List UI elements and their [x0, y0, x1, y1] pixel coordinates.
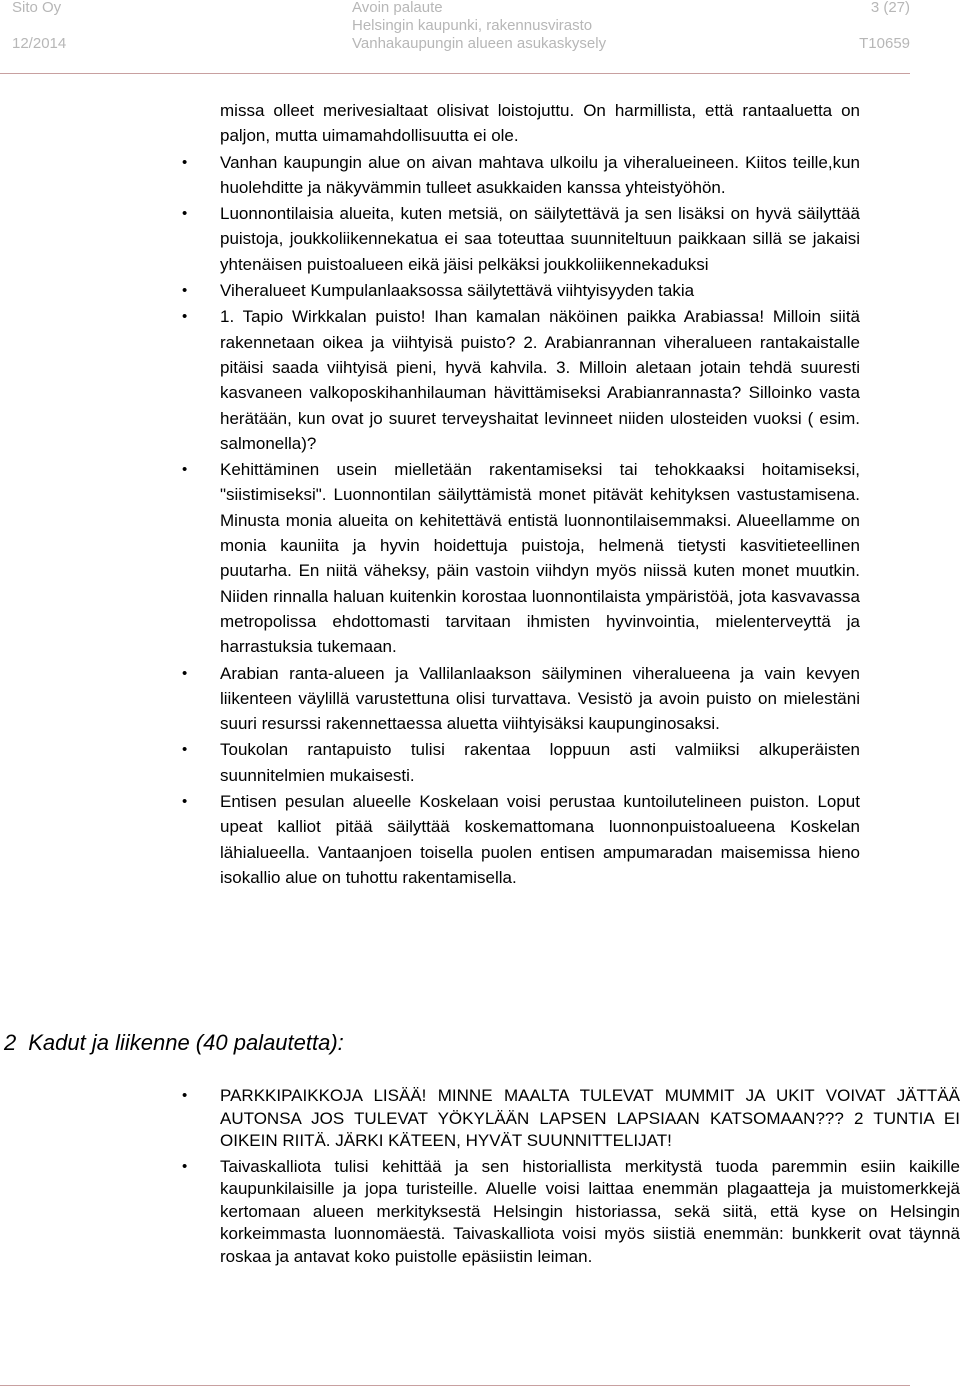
bullet-icon: •: [182, 153, 188, 171]
list-item: [182, 1085, 960, 1153]
list-item-text: missa olleet merivesialtaat olisivat loistojuttu. On harmillista, että rantaaluetta on paljon, mutta uimamahdollisuutta ei ole.: [220, 101, 860, 146]
bullet-icon: •: [182, 664, 188, 682]
list-item-text: Luonnontilaisia alueita, kuten metsiä, on säilytettävä ja sen lisäksi on hyvä säilyttää puistoja, joukkoliikennekatua ei saa toteuttaa suunniteltuun paikkaan sillä se jakaisi yhtenäisen puistoalueen eikä jäisi pelkäksi joukkoliikennekaduksi: [220, 204, 860, 274]
feedback-list-streets-traffic: [182, 1085, 960, 1268]
list-item-text: PARKKIPAIKKOJA LISÄÄ! MINNE MAALTA TULEVAT MUMMIT JA UKIT VOIVAT JÄTTÄÄ AUTONSA JOS TULEVAT YÖKYLÄÄN LAPSEN LAPSIAAN KATSOMAAN??? 2 TUNTIA EI OIKEIN RIITÄ. JÄRKI KÄTEEN, HYVÄT SUUNNITTELIJAT!: [220, 1086, 960, 1150]
list-item-text: Entisen pesulan alueelle Koskelaan voisi perustaa kuntoilutelineen puiston. Loput upeat kalliot pitää säilyttää koskemattomana luonnonpuistoalueena Koskelan lähialueella. Vantaanjoen toisella puolen entisen ampumaradan maisemissa hieno isokallio alue on tuhottu rakentamisella.: [220, 792, 860, 887]
list-item: [182, 278, 860, 303]
header-project-code: T10659: [859, 35, 910, 52]
list-item-continuation: [220, 98, 860, 149]
section-number: 2: [4, 1030, 17, 1055]
list-item: [182, 150, 860, 201]
list-item: [182, 201, 860, 277]
list-item-text: Vanhan kaupungin alue on aivan mahtava ulkoilu ja viheralueineen. Kiitos teille,kun huolehditte ja näkyvämmin tulleet asukkaiden kanssa yhteistyöhön.: [220, 152, 860, 197]
list-item-text: Taivaskalliota tulisi kehittää ja sen historiallista merkitystä tuoda paremmin esiin kaikille kaupunkilaisille ja jopa turisteille. Aluelle voisi laittaa enemmän plagaatteja ja muistomerkkejä kertomaan alueen merkityksestä Helsingin historiassa, sekä siitä, että kyse on Helsingin korkeimmasta luonnomäestä. Taivaskalliota voisi myös siistiä enemmän: bunkkerit ovat täynnä roskaa ja antavat koko puistolle epäsiistin leiman.: [220, 1156, 960, 1266]
list-item-text: Arabian ranta-alueen ja Vallilanlaakson säilyminen viheralueena ja vain kevyen liikenteen väylillä varustettuna olisi turvattava. Vesistö ja avoin puisto on mielestäni suuri resurssi rakennettaessa aluetta viihtyisäksi kaupunginosaksi.: [220, 663, 860, 734]
bullet-icon: •: [182, 1157, 188, 1175]
page-header: [0, 0, 960, 76]
header-client: Helsingin kaupunki, rakennusvirasto: [352, 17, 593, 34]
bullet-icon: •: [182, 308, 188, 326]
bullet-icon: •: [182, 205, 188, 223]
header-company: Sito Oy: [12, 0, 62, 16]
bullet-icon: •: [182, 793, 188, 811]
list-item-text: Toukolan rantapuisto tulisi rakentaa loppuun asti valmiiksi alkuperäisten suunnitelmien mukaisesti.: [220, 740, 860, 785]
bullet-icon: •: [182, 461, 188, 479]
header-date: 12/2014: [12, 35, 67, 52]
list-item-text: Viheralueet Kumpulanlaaksossa säilytettävä viihtyisyyden takia: [220, 281, 695, 301]
bullet-icon: •: [182, 741, 188, 759]
list-item: [182, 737, 860, 788]
section-heading: [4, 1028, 344, 1058]
header-doc-type: Avoin palaute: [352, 0, 443, 16]
list-item: [182, 661, 860, 737]
header-project: Vanhakaupungin alueen asukaskysely: [352, 35, 607, 52]
list-item: [182, 789, 860, 890]
bullet-icon: •: [182, 282, 188, 300]
list-item: [182, 304, 860, 456]
header-page-number: 3 (27): [870, 0, 910, 16]
list-item-text: Kehittäminen usein mielletään rakentamiseksi tai tehokkaaksi hoitamiseksi, "siistimiseksi". Luonnontilan säilyttämistä monet pitävät kehityksen vastustamisena. Minusta monia alueita on kehitettävä entistä luonnontilaisemmaksi. Alueellamme on monia kauniita ja hyvin hoidettuja puistoja, helmenä tietysti kasvitieteellinen puutarha. En niitä väheksy, päin vastoin viihdyn myös niissä kuten monet muutkin. Niiden rinnalla haluan kuitenkin korostaa luonnontilaista ympäristöä, jota kasvavassa metropolissa ehdottomasti tarvitaan ihmisten hyvinvointia, mielenterveyttä ja harrastuksia tukemaan.: [220, 460, 860, 657]
header-divider: [0, 73, 910, 74]
section-title: Kadut ja liikenne (40 palautetta):: [28, 1030, 344, 1055]
list-item-text: 1. Tapio Wirkkalan puisto! Ihan kamalan näköinen paikka Arabiassa! Milloin siitä rakennetaan oikea ja viihtyisä puisto? 2. Arabianrannan viheralueen rantakaistalle pitäisi saada viihtyisä pieni, hyvä kahvila. 3. Milloin aletaan jotain tehdä suuresti kasvaneen valkoposkihanhilauman hävittämiseksi Arabianrannasta? Silloinko vasta herätään, kun ovat jo suuret terveyshaitat levinneet niiden ulosteiden vuoksi ( esim. salmonella)?: [220, 307, 860, 453]
list-item: [182, 457, 860, 659]
footer-divider: [0, 1385, 910, 1386]
bullet-icon: •: [182, 1087, 188, 1104]
feedback-list-green-areas: [182, 98, 860, 890]
list-item: [182, 1156, 960, 1269]
